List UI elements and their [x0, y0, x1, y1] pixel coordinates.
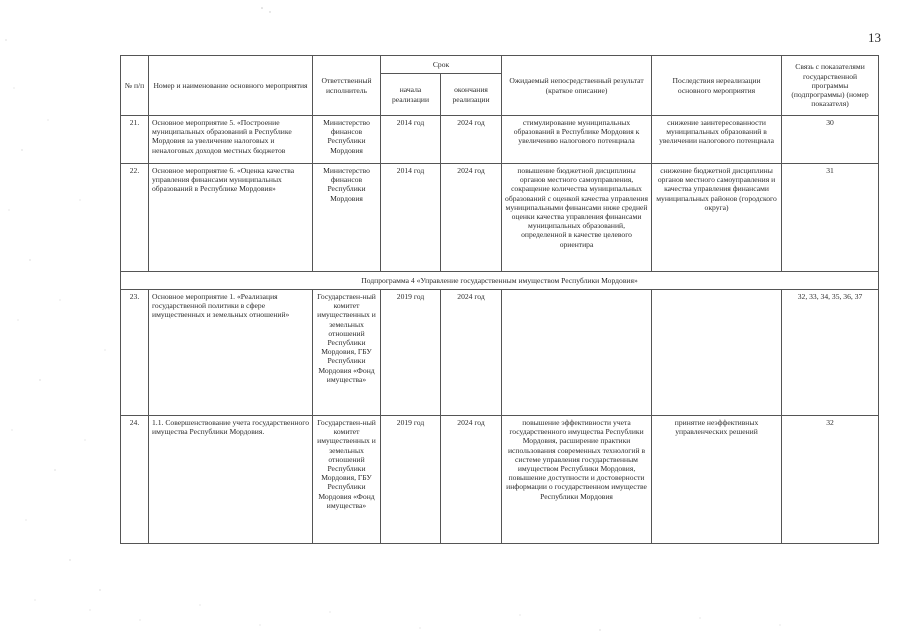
header-name: Номер и наименование основного мероприятия [149, 56, 313, 116]
table-row [121, 164, 879, 272]
row-end: 2024 год [441, 164, 502, 272]
header-start: начала реализации [381, 74, 441, 116]
measures-table [120, 55, 879, 544]
row-start: 2019 год [381, 290, 441, 416]
row-executor: Государствен-ный комитет имущественных и земельных отношений Республики Мордовия, ГБУ Республики Мордовия «Фонд имущества» [313, 416, 381, 544]
row-start: 2014 год [381, 116, 441, 164]
row-consequences: снижение бюджетной дисциплины органов местного самоуправления и качества управления финансами муниципальных районов (городского округа) [652, 164, 782, 272]
header-link: Связь с показателями государственной программы (подпрограммы) (номер показателя) [782, 56, 879, 116]
row-result: стимулирование муниципальных образований в Республике Мордовия к увеличению налогового потенциала [502, 116, 652, 164]
row-result [502, 290, 652, 416]
row-num: 21. [121, 116, 149, 164]
row-end: 2024 год [441, 290, 502, 416]
row-name: Основное мероприятие 6. «Оценка качества управления финансами муниципальных образований в Республике Мордовия» [149, 164, 313, 272]
row-start: 2014 год [381, 164, 441, 272]
table-row [121, 116, 879, 164]
row-num: 22. [121, 164, 149, 272]
header-consequences: Последствия нереализации основного мероприятия [652, 56, 782, 116]
header-executor: Ответственный исполнитель [313, 56, 381, 116]
row-executor: Министерство финансов Республики Мордовия [313, 164, 381, 272]
row-name: 1.1. Совершенствование учета государственного имущества Республики Мордовия. [149, 416, 313, 544]
row-num: 24. [121, 416, 149, 544]
row-executor: Государствен-ный комитет имущественных и земельных отношений Республики Мордовия, ГБУ Республики Мордовия «Фонд имущества» [313, 290, 381, 416]
subprogram-row [121, 272, 879, 290]
row-end: 2024 год [441, 116, 502, 164]
row-consequences [652, 290, 782, 416]
row-consequences: принятие неэффективных управленческих решений [652, 416, 782, 544]
row-link: 32, 33, 34, 35, 36, 37 [782, 290, 879, 416]
row-link: 31 [782, 164, 879, 272]
header-result: Ожидаемый непосредственный результат (краткое описание) [502, 56, 652, 116]
row-name: Основное мероприятие 5. «Построение муниципальных образований в Республике Мордовия за увеличение налоговых и неналоговых доходов местных бюджетов [149, 116, 313, 164]
row-end: 2024 год [441, 416, 502, 544]
header-end: окончания реализации [441, 74, 502, 116]
header-num: № п/п [121, 56, 149, 116]
table-row [121, 290, 879, 416]
row-num: 23. [121, 290, 149, 416]
table-row [121, 416, 879, 544]
row-result: повышение бюджетной дисциплины органов местного самоуправления, сокращение количества муниципальных образований с оценкой качества управления муниципальными финансами ниже средней оценки качества управления финансами муниципальных образований, определенной в качестве целевого ориентира [502, 164, 652, 272]
header-term: Срок [381, 56, 502, 74]
row-consequences: снижение заинтересованности муниципальных образований в увеличении налогового потенциала [652, 116, 782, 164]
page-number: 13 [868, 30, 881, 45]
row-start: 2019 год [381, 416, 441, 544]
row-link: 32 [782, 416, 879, 544]
row-link: 30 [782, 116, 879, 164]
row-result: повышение эффективности учета государственного имущества Республики Мордовия, расширение практики использования современных технологий в системе управления государственным имуществом Республики Мордовия, повышение доступности и достоверности информации о государственном имуществе Республики Мордовия [502, 416, 652, 544]
row-executor: Министерство финансов Республики Мордовия [313, 116, 381, 164]
subprogram-title: Подпрограмма 4 «Управление государственным имуществом Республики Мордовия» [121, 272, 879, 290]
row-name: Основное мероприятие 1. «Реализация государственной политики в сфере имущественных и земельных отношений» [149, 290, 313, 416]
